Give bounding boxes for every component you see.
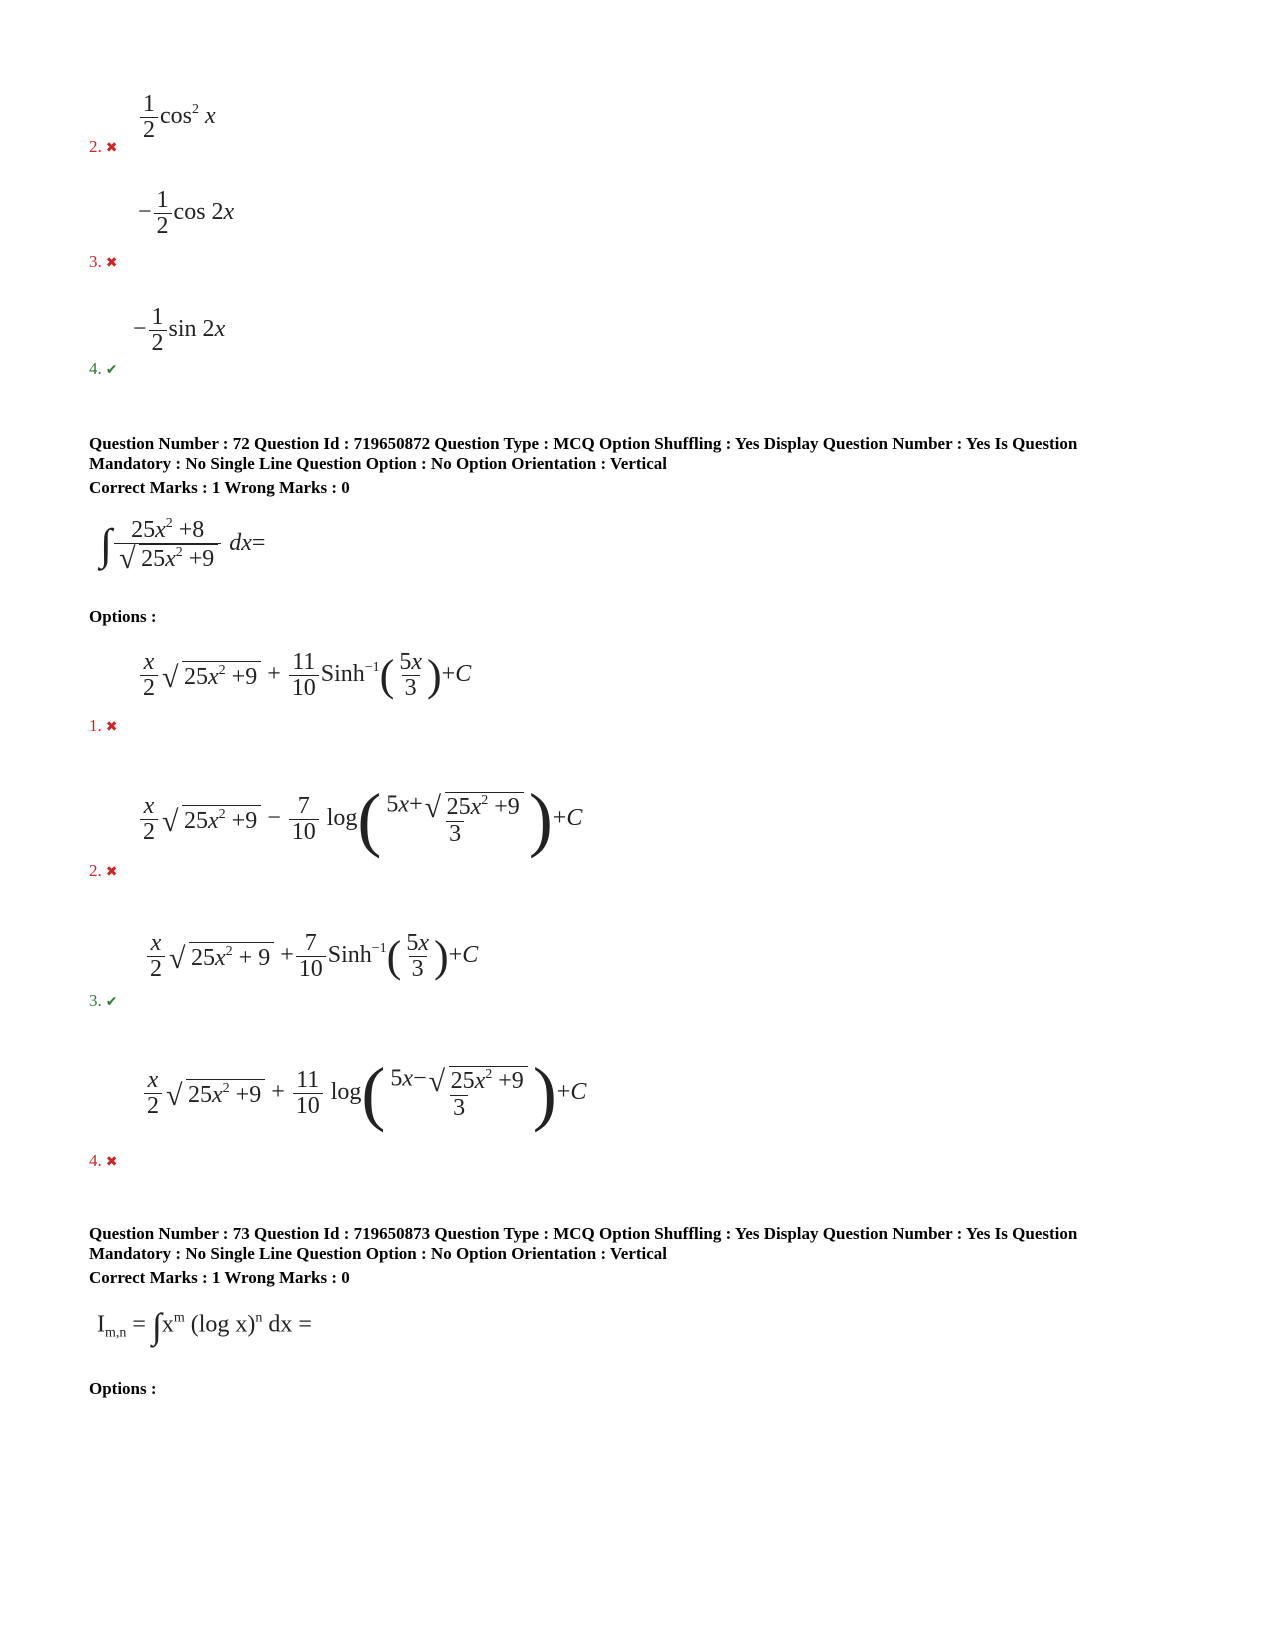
q72-option-2-number: 2. ✖ bbox=[89, 861, 118, 880]
q72-option-1-number: 1. ✖ bbox=[89, 716, 118, 735]
q72-option-4-formula: $\frac{x}{2}$ √ $25x^2 +9$ + $\frac{11}{10}$ log( 5x− √ $25x^2 +9$ 3 )+C bbox=[142, 1052, 586, 1135]
q73-options-label: Options : bbox=[89, 1379, 157, 1398]
cross-icon: ✖ bbox=[105, 719, 118, 735]
q72-option-3-formula: $\frac{x}{2}$ √ $25x^2 + 9$ + $\frac{7}{10}$ Sinh$^{-1}$( $\frac{5x}{3}$ )+C bbox=[145, 931, 478, 982]
cross-icon: ✖ bbox=[105, 1154, 118, 1170]
q72-options-label: Options : bbox=[89, 607, 157, 626]
cross-icon: ✖ bbox=[105, 140, 118, 156]
option-2-formula: $\frac{1}{2}$ $\cos^2 x$ bbox=[138, 92, 216, 143]
q72-meta: Question Number : 72 Question Id : 719650872 Question Type : MCQ Option Shuffling : Yes Display Question Number : Yes Is Question Mandatory : No Single Line Question Option : No Option Orientation : Vertical bbox=[89, 434, 1078, 473]
option-4-formula: − $\frac{1}{2}$ sin 2x bbox=[133, 304, 226, 357]
option-2-number: 2. ✖ bbox=[89, 137, 118, 156]
q73-meta: Question Number : 73 Question Id : 719650873 Question Type : MCQ Option Shuffling : Yes Display Question Number : Yes Is Question Mandatory : No Single Line Question Option : No Option Orientation : Vertical bbox=[89, 1224, 1078, 1263]
q72-option-4-number: 4. ✖ bbox=[89, 1151, 118, 1170]
q73-question-formula: $I_{m,n} = \int x^m$ (log x)$^n$ dx = bbox=[97, 1306, 312, 1346]
check-icon: ✔ bbox=[105, 994, 118, 1010]
q72-question-formula: ∫ $25x^2 +8$ √ $25x^2 +9$ dx= bbox=[100, 516, 266, 576]
q72-marks: Correct Marks : 1 Wrong Marks : 0 bbox=[89, 478, 350, 497]
q73-marks: Correct Marks : 1 Wrong Marks : 0 bbox=[89, 1268, 350, 1287]
q72-option-3-number: 3. ✔ bbox=[89, 991, 118, 1010]
q72-option-1-formula: $\frac{x}{2}$ √ $25x^2 +9$ + $\frac{11}{10}$ Sinh$^{-1}$( $\frac{5x}{3}$ )+C bbox=[138, 650, 471, 701]
option-3-formula: − $\frac{1}{2}$ cos 2x bbox=[138, 187, 235, 240]
option-3-number: 3. ✖ bbox=[89, 252, 118, 271]
check-icon: ✔ bbox=[105, 362, 118, 378]
option-4-number: 4. ✔ bbox=[89, 359, 118, 378]
cross-icon: ✖ bbox=[105, 864, 118, 880]
q72-option-2-formula: $\frac{x}{2}$ √ $25x^2 +9$ − $\frac{7}{10}$ log( 5x+ √ $25x^2 +9$ 3 )+C bbox=[138, 778, 582, 861]
cross-icon: ✖ bbox=[105, 255, 118, 271]
